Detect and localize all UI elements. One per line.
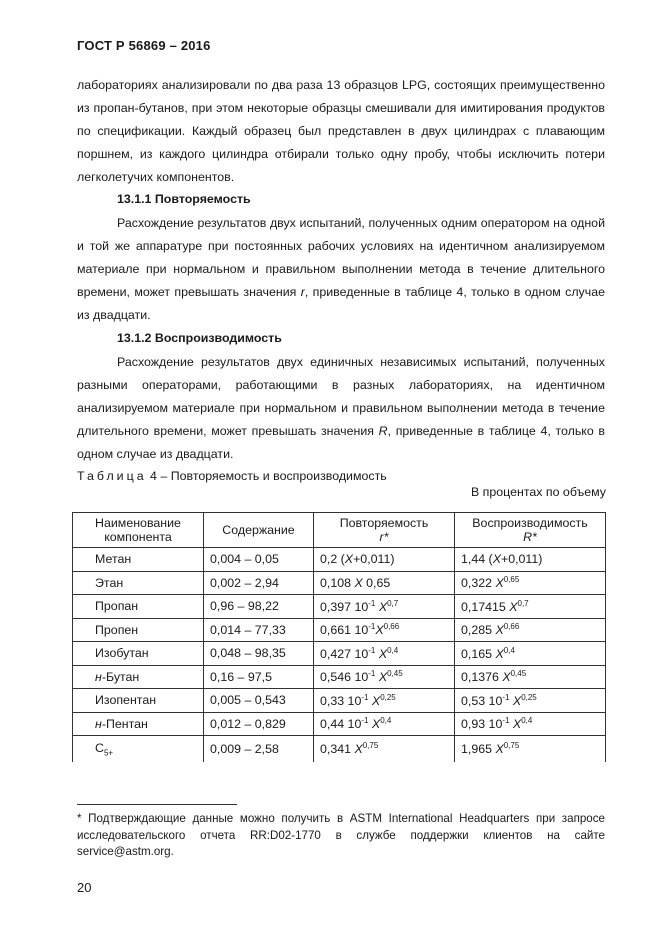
table-row [73,618,606,642]
cell-repeatability: 0,33 $10^{-1}$ X$^{0,25}$ [314,689,455,713]
table-row [73,548,606,572]
cell-repeatability: 0,546 $10^{-1}$ X$^{0,45}$ [314,665,455,689]
reproducibility-paragraph [77,351,605,466]
cell-component: н-Пентан [73,712,204,736]
reproducibility-symbol: R [378,424,388,438]
table-units: В процентах по объему [470,485,606,499]
repeatability-text-before: Расхождение результатов двух испытаний, полученных одним оператором на одной и той же аппаратуре при постоянных рабочих условиях на идентичном анализируемом материале при нормальном и правильном выполнении метода в течение длительного времени, может превышать значения [77,216,605,299]
header-reproducibility [455,513,606,548]
table-caption [77,469,387,483]
cell-reproducibility: 0,17415 X$^{0,7}$ [455,595,606,619]
cell-repeatability: 0,661 $10^{-1}X^{0,66}$ [314,618,455,642]
footnote: * Подтверждающие данные можно получить в ASTM International Headquarters при запросе исследовательского отчета RR:D02-1770 в службе поддержки клиентов на сайте service@astm.org. [77,812,605,858]
precision-table [72,512,606,762]
cell-reproducibility: 1,965 X$^{0,75}$ [455,736,606,763]
reproducibility-text-after: , приведенные в таблице 4, только в одном случае из двадцати. [77,424,605,461]
table-row [73,736,606,763]
cell-repeatability: 0,44 $10^{-1}$ X$^{0,4}$ [314,712,455,736]
repeatability-text-after: , приведенные в таблице 4, только в одном случае из двадцати. [77,285,605,322]
footnote-divider [77,804,237,805]
table-caption-label: Таблица [77,469,147,483]
cell-content: 0,014 – 77,33 [204,618,314,642]
table-body [73,548,606,763]
cell-content: 0,004 – 0,05 [204,548,314,572]
cell-repeatability: 0,397 $10^{-1}$ X$^{0,7}$ [314,595,455,619]
table-row [73,689,606,713]
cell-component: Метан [73,548,204,572]
section-heading-repeatability: 13.1.1 Повторяемость [117,192,251,206]
page-number: 20 [77,880,92,895]
cell-content: 0,16 – 97,5 [204,665,314,689]
intro-paragraph: лабораториях анализировали по два раза 13 образцов LPG, состоящих преимущественно из пропан-бутанов, при этом некоторые образцы смешивали для имитирования продуктов по спецификации. Каждый образец был представлен в двух цилиндрах с плавающим поршнем, из каждого цилиндра отбирали только одну пробу, чтобы исключить потери легколетучих компонентов. [77,78,605,184]
cell-reproducibility: 0,165 X$^{0,4}$ [455,642,606,666]
table-row [73,595,606,619]
header-reproducibility-symbol: R* [523,530,537,544]
table-row [73,571,606,595]
cell-reproducibility: 0,93 $10^{-1}$ X$^{0,4}$ [455,712,606,736]
cell-content: 0,048 – 98,35 [204,642,314,666]
table-caption-title: 4 – Повторяемость и воспроизводимость [150,469,387,483]
cell-content: 0,012 – 0,829 [204,712,314,736]
cell-repeatability: 0,427 $10^{-1}$ X$^{0,4}$ [314,642,455,666]
document-header: ГОСТ Р 56869 – 2016 [77,38,211,53]
cell-component: Этан [73,571,204,595]
header-repeatability-symbol: r* [379,530,389,544]
cell-reproducibility: 0,1376 X$^{0,45}$ [455,665,606,689]
cell-reproducibility: 0,53 $10^{-1}$ X$^{0,25}$ [455,689,606,713]
cell-component: Пропан [73,595,204,619]
cell-reproducibility: 1,44 (X+0,011) [455,548,606,572]
cell-reproducibility: 0,285 X$^{0,66}$ [455,618,606,642]
reproducibility-text-before: Расхождение результатов двух единичных независимых испытаний, полученных разными операторами, работающими в разных лабораториях, на идентичном анализируемом материале при нормальном и правильном выполнении метода в течение длительного времени, может превышать значения [77,355,605,438]
cell-repeatability: 0,341 X$^{0,75}$ [314,736,455,763]
table-row [73,642,606,666]
header-content: Содержание [204,513,314,548]
cell-component: н-Бутан [73,665,204,689]
section-heading-reproducibility: 13.1.2 Воспроизводимость [117,331,282,345]
cell-component: $C_{5+}$ [73,736,204,763]
cell-content: 0,96 – 98,22 [204,595,314,619]
cell-component: Изопентан [73,689,204,713]
header-component: Наименование компонента [73,513,204,548]
header-repeatability-label: Повторяемость [339,516,429,530]
cell-reproducibility: 0,322 X$^{0,65}$ [455,571,606,595]
header-repeatability [314,513,455,548]
repeatability-symbol: r [300,285,305,299]
table-row [73,712,606,736]
cell-repeatability: 0,2 (X+0,011) [314,548,455,572]
header-reproducibility-label: Воспроизводимость [472,516,588,530]
cell-content: 0,009 – 2,58 [204,736,314,763]
table-row [73,665,606,689]
cell-content: 0,002 – 2,94 [204,571,314,595]
cell-component: Изобутан [73,642,204,666]
repeatability-paragraph [77,212,605,327]
cell-repeatability: 0,108 X 0,65 [314,571,455,595]
cell-content: 0,005 – 0,543 [204,689,314,713]
table-header-row [73,513,606,548]
cell-component: Пропен [73,618,204,642]
